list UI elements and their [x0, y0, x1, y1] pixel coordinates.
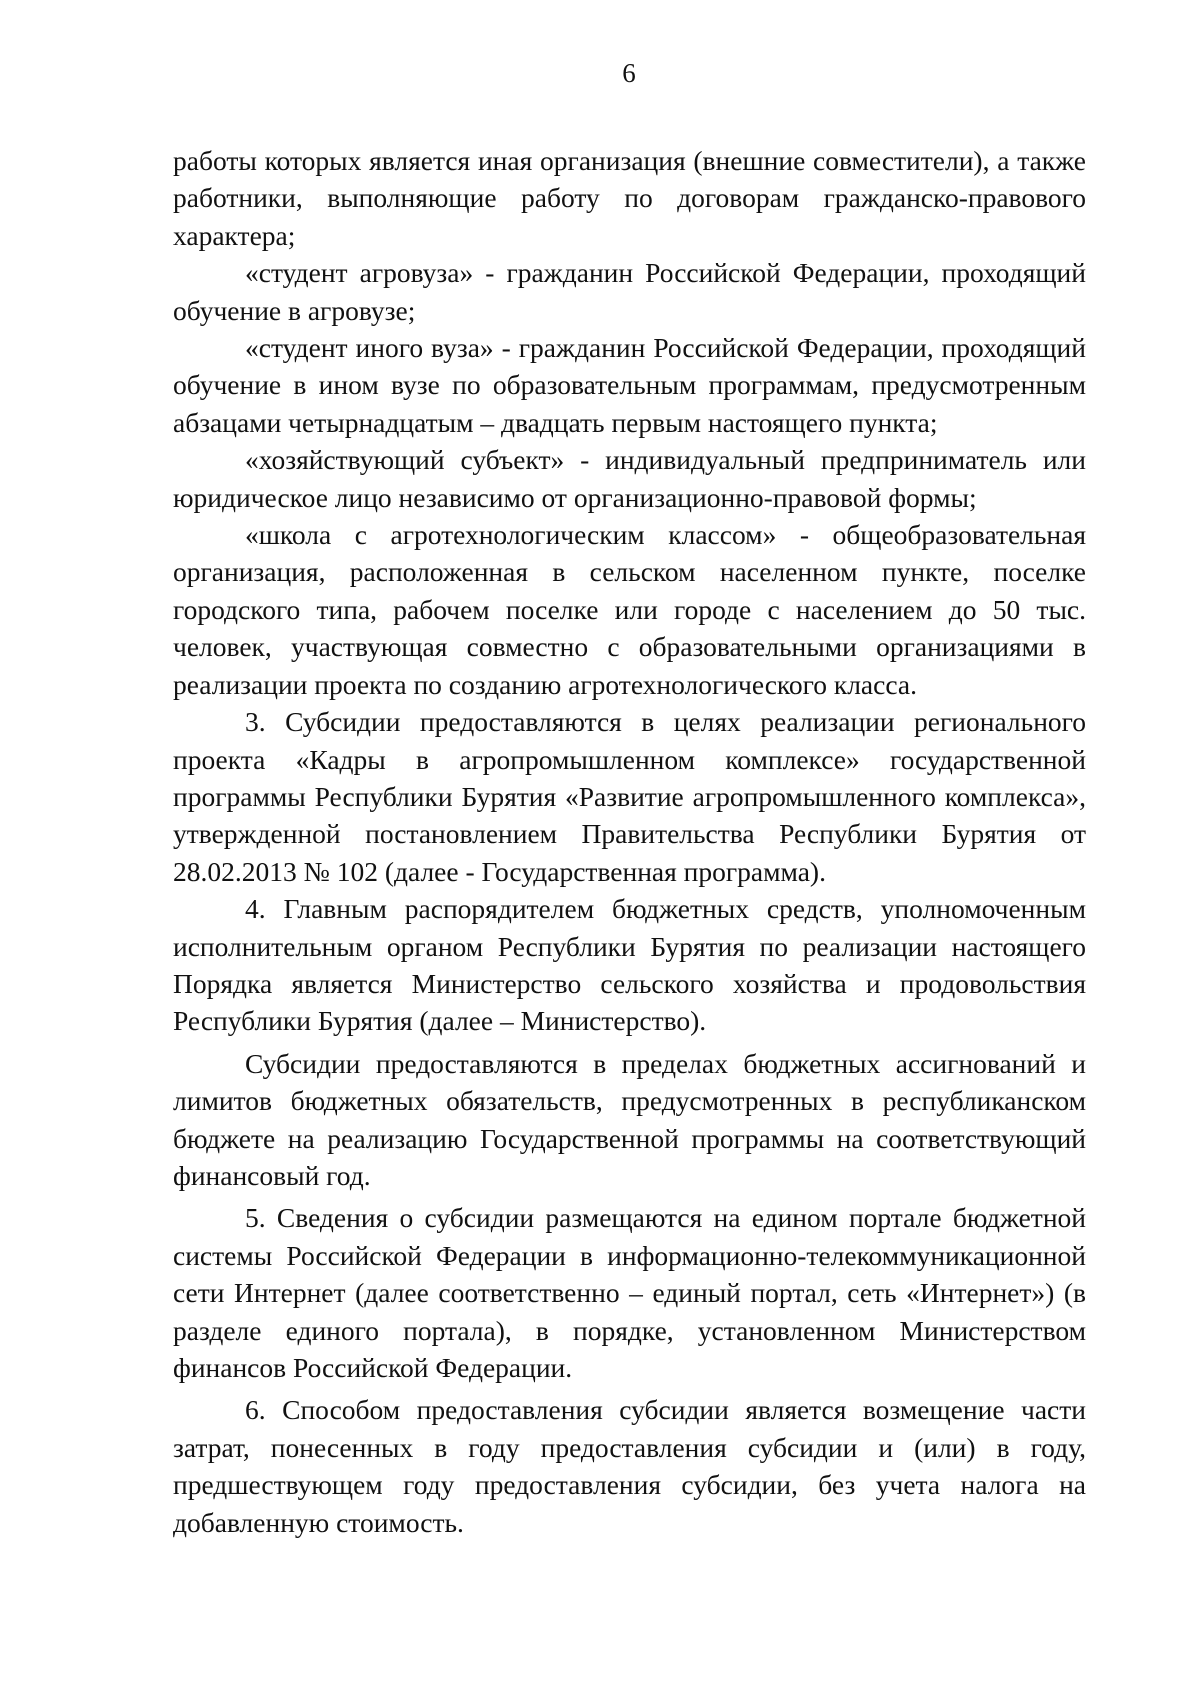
document-body	[173, 142, 1086, 1541]
paragraph-subsidy-limits: Субсидии предоставляются в пределах бюджетных ассигнований и лимитов бюджетных обязательств, предусмотренных в республиканском бюджете на реализацию Государственной программы на соответствующий финансовый год.	[173, 1047, 1086, 1191]
paragraph-definition-other-vuz-student: «студент иного вуза» - гражданин Российской Федерации, проходящий обучение в ином вузе по образовательным программам, предусмотренным абзацами четырнадцатым – двадцать первым настоящего пункта;	[173, 332, 1086, 438]
paragraph-item-4: 4. Главным распорядителем бюджетных средств, уполномоченным исполнительным органом Республики Бурятия по реализации настоящего Порядка является Министерство сельского хозяйства и продовольствия Республики Бурятия (далее – Министерство).	[173, 893, 1086, 1037]
paragraph-item-3: 3. Субсидии предоставляются в целях реализации регионального проекта «Кадры в агропромышленном комплексе» государственной программы Республики Бурятия «Развитие агропромышленного комплекса», утвержденной постановлением Правительства Республики Бурятия от 28.02.2013 № 102 (далее - Государственная программа).	[173, 706, 1086, 887]
paragraph-item-6: 6. Способом предоставления субсидии является возмещение части затрат, понесенных в году предоставления субсидии и (или) в году, предшествующем году предоставления субсидии, без учета налога на добавленную стоимость.	[173, 1394, 1086, 1538]
paragraph-definition-agrovuz-student: «студент агровуза» - гражданин Российской Федерации, проходящий обучение в агровузе;	[173, 257, 1086, 326]
paragraph-definition-agrotech-school: «школа с агротехнологическим классом» - общеобразовательная организация, расположенная в сельском населенном пункте, поселке городского типа, рабочем поселке или городе с населением до 50 тыс. человек, участвующая совместно с образовательными организациями в реализации проекта по созданию агротехнологического класса.	[173, 519, 1086, 700]
paragraph-continuation: работы которых является иная организация (внешние совместители), а также работники, выполняющие работу по договорам гражданско-правового характера;	[173, 145, 1086, 251]
page-number: 6	[622, 58, 636, 88]
paragraph-definition-business-entity: «хозяйствующий субъект» - индивидуальный предприниматель или юридическое лицо независимо от организационно-правовой формы;	[173, 444, 1086, 513]
paragraph-item-5: 5. Сведения о субсидии размещаются на едином портале бюджетной системы Российской Федерации в информационно-телекоммуникационной сети Интернет (далее соответственно – единый портал, сеть «Интернет») (в разделе единого портала), в порядке, установленном Министерством финансов Российской Федерации.	[173, 1202, 1086, 1383]
